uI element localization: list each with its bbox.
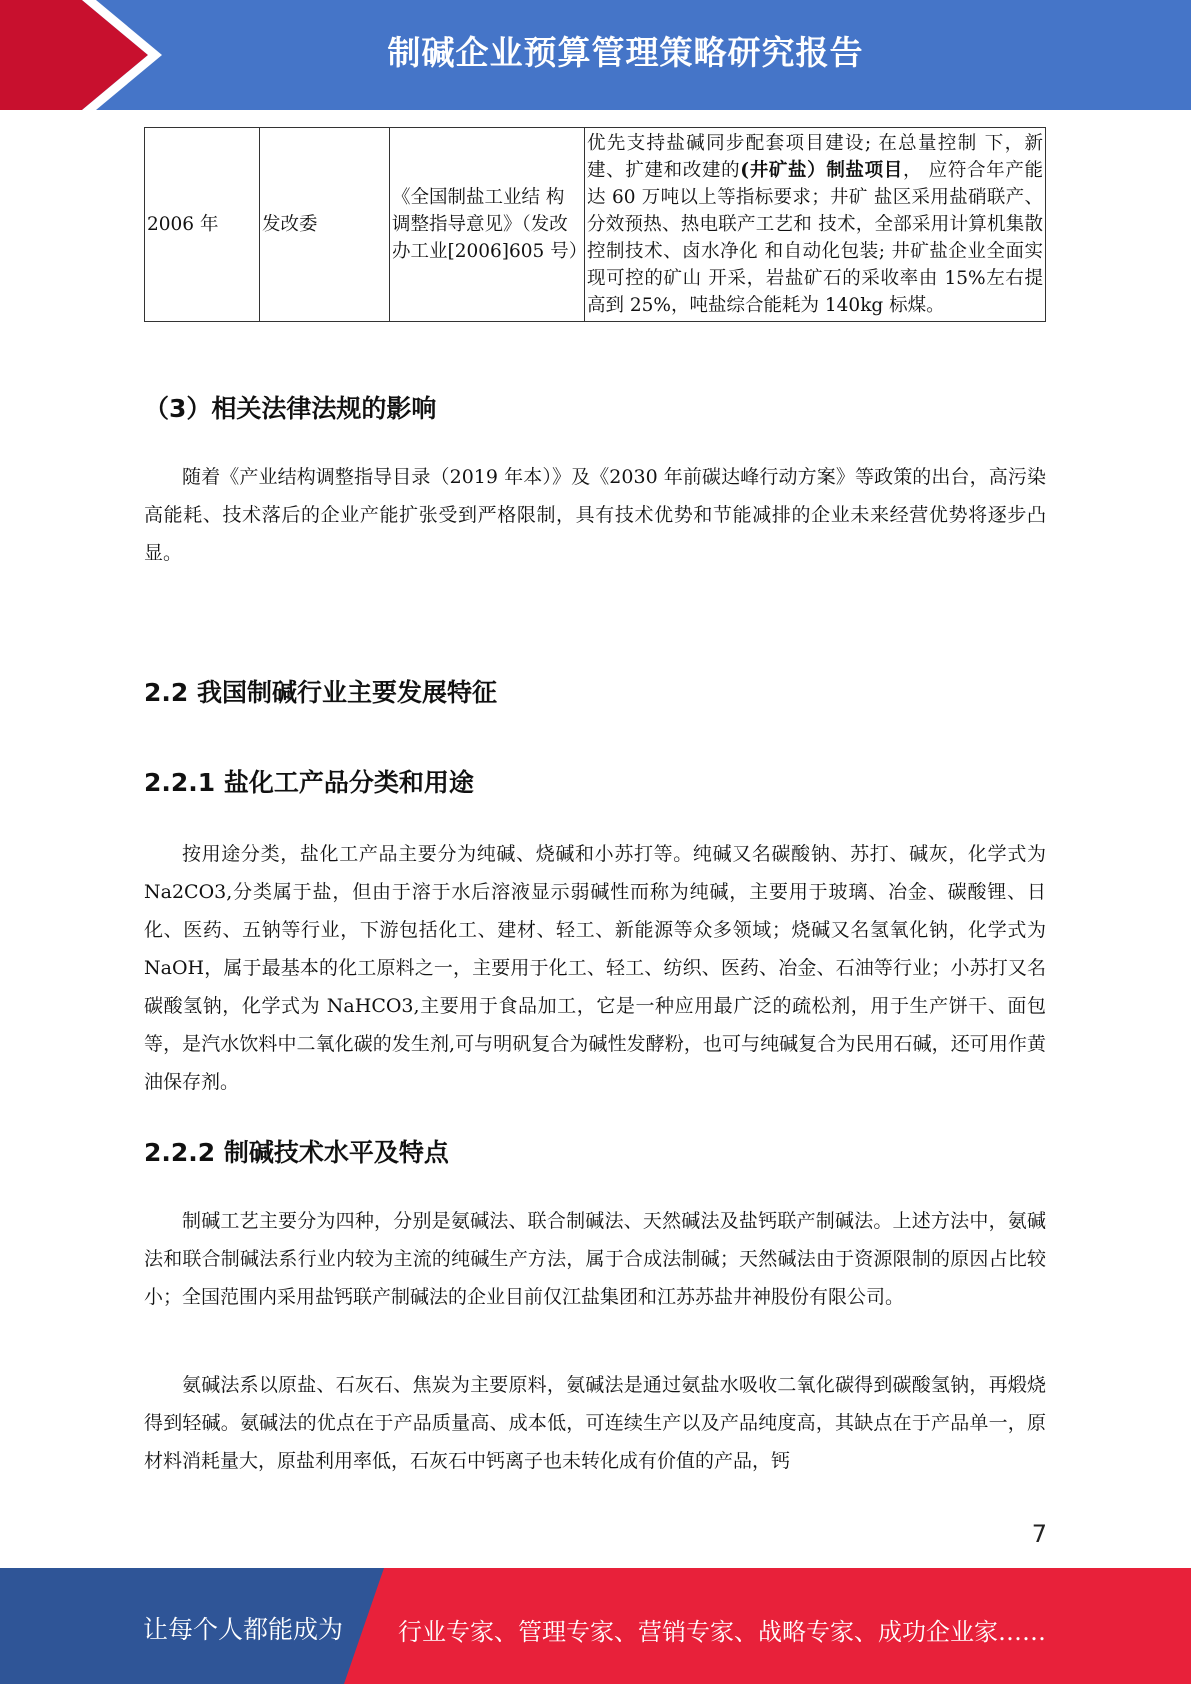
table-row bbox=[145, 128, 1046, 322]
section-title-2-2-2: 2.2.2 制碱技术水平及特点 bbox=[144, 1138, 449, 1167]
footer-slogan-right: 行业专家、管理专家、营销专家、战略专家、成功企业家…… bbox=[398, 1618, 1046, 1646]
paragraph-tech-2: 氨碱法系以原盐、石灰石、焦炭为主要原料，氨碱法是通过氨盐水吸收二氧化碳得到碳酸氢钠，再煅烧得到轻碱。氨碱法的优点在于产品质量高、成本低，可连续生产以及产品纯度高，其缺点在于产品单一，原材料消耗量大，原盐利用率低，石灰石中钙离子也未转化成有价值的产品，钙 bbox=[144, 1374, 1046, 1472]
page-header bbox=[0, 0, 1191, 110]
cell-year: 2006 年 bbox=[145, 128, 260, 322]
section-title-laws: （3）相关法律法规的影响 bbox=[144, 394, 437, 423]
cell-agency: 发改委 bbox=[260, 128, 390, 322]
policy-table bbox=[144, 127, 1046, 322]
paragraph-tech-1: 制碱工艺主要分为四种，分别是氨碱法、联合制碱法、天然碱法及盐钙联产制碱法。上述方法中，氨碱法和联合制碱法系行业内较为主流的纯碱生产方法，属于合成法制碱；天然碱法由于资源限制的原因占比较小；全国范围内采用盐钙联产制碱法的企业目前仅江盐集团和江苏苏盐井神股份有限公司。 bbox=[144, 1210, 1046, 1308]
content-text-after: ， 应符合年产能达 60 万吨以上等指标要求；井矿 盐区采用盐硝联产、分效预热、热电联产工艺和 技术，全部采用计算机集散控制技术、卤水净化 和自动化包装; 井矿盐企业全面实现可控的矿山 开采，岩盐矿石的采收率由 15%左右提高到 25%，吨盐综合能耗为 140kg 标煤。 bbox=[587, 160, 1043, 316]
paragraph-products: 按用途分类，盐化工产品主要分为纯碱、烧碱和小苏打等。纯碱又名碳酸钠、苏打、碱灰，化学式为 Na2CO3,分类属于盐，但由于溶于水后溶液显示弱碱性而称为纯碱，主要用于玻璃、冶金、碳酸锂、日化、医药、五钠等行业，下游包括化工、建材、轻工、新能源等众多领域；烧碱又名氢氧化钠，化学式为 NaOH，属于最基本的化工原料之一，主要用于化工、轻工、纺织、医药、冶金、石油等行业；小苏打又名碳酸氢钠，化学式为 NaHCO3,主要用于食品加工，它是一种应用最广泛的疏松剂，用于生产饼干、面包等，是汽水饮料中二氧化碳的发生剂,可与明矾复合为碱性发酵粉，也可与纯碱复合为民用石碱，还可用作黄油保存剂。 bbox=[144, 843, 1046, 1093]
footer-slogan-left: 让每个人都能成为 bbox=[143, 1615, 344, 1644]
content-text-bold: (井矿盐）制盐项目 bbox=[740, 160, 903, 181]
page-number: 7 bbox=[1031, 1520, 1047, 1548]
section-title-2-2-1: 2.2.1 盐化工产品分类和用途 bbox=[144, 768, 474, 797]
cell-content bbox=[585, 128, 1046, 322]
section-title-2-2: 2.2 我国制碱行业主要发展特征 bbox=[144, 678, 497, 707]
paragraph-laws: 随着《产业结构调整指导目录（2019 年本）》及《2030 年前碳达峰行动方案》等政策的出台，高污染高能耗、技术落后的企业产能扩张受到严格限制，具有技术优势和节能减排的企业未来经营优势将逐步凸显。 bbox=[144, 466, 1046, 564]
content-text-before: 优先支持盐碱同步配套项目建设; 在总量控制 下，新建、扩建和改建的 bbox=[587, 133, 1043, 181]
cell-document: 《全国制盐工业结 构调整指导意见》（发改办工业[2006]605 号） bbox=[390, 128, 585, 322]
header-title: 制碱企业预算管理策略研究报告 bbox=[387, 33, 864, 72]
